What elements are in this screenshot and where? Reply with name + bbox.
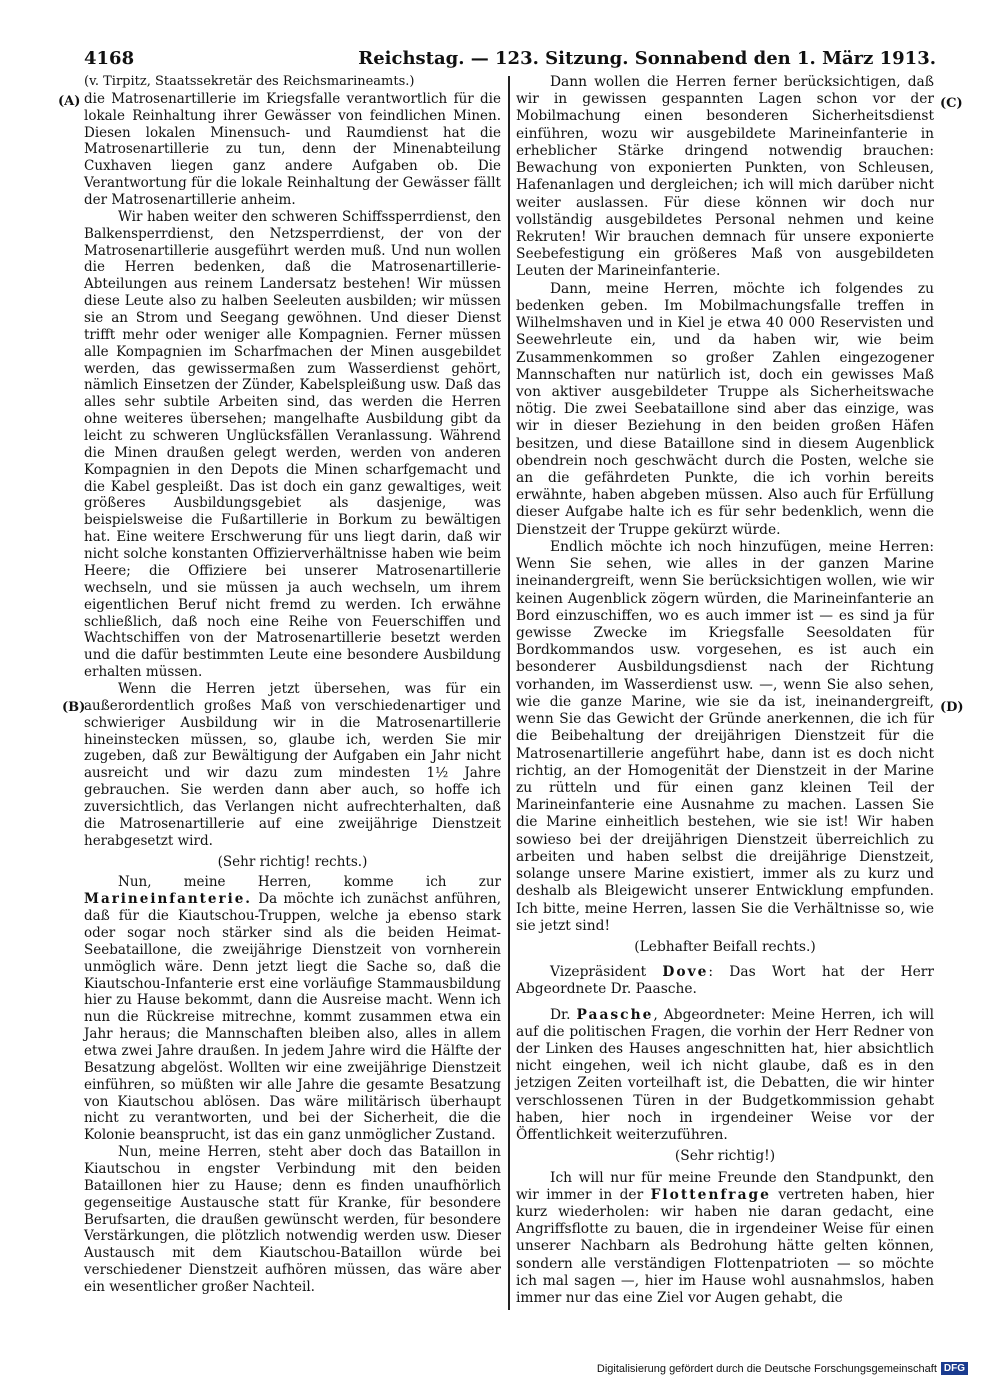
paragraph: Nun, meine Herren, steht aber doch das Bataillon in Kiautschou in engster Verbindung mit den beiden Bataillonen hier zu Hause; denn es finden unaufhörlich gegenseitige Austausche statt für Kranke, für besondere Berufsarten, die draußen gewünscht werden, für besondere Verstärkungen, die plötzlich notwendig werden usw. Dieser Austausch mit dem Kiautschou-Bataillon würde bei verschiedener Dienstzeit aufhören müssen, das wäre aber ein wesentlicher großer Nachteil. — [84, 1144, 501, 1296]
speaker-text: , Abgeordneter: Meine Herren, ich will auf die politischen Fragen, die vorhin der Herr Redner von der Linken des Hauses angeschnitten hat, hier absichtlich nicht eingehen, weil ich nicht glaube, daß es in den jetzigen Zeiten vorteilhaft ist, die Debatten, die wir hinter verschlossenen Türen in der Budgetkommission gehabt haben, hier noch in irgendeiner Weise vor der Öffentlichkeit weiterzuführen. — [516, 1006, 934, 1144]
paragraph — [84, 874, 501, 1144]
dfg-logo: DFG — [941, 1362, 968, 1375]
speaker-header: (v. Tirpitz, Staatssekretär des Reichsmarineamts.) — [84, 74, 415, 89]
paragraph: Dann wollen die Herren ferner berücksichtigen, daß wir in gewissen gespannten Lagen schon vor der Mobilmachung einen besonderen Sicherheitsdienst einführen, wozu wir ausgebildete Marineinfanterie in erheblicher Stärke dringend notwendig brauchen: Bewachung von exponierten Punkten, von Schleusen, Hafenanlagen und dergleichen; ich will mich darüber nicht weiter auslassen. Für diese können wir doch nur vollständig ausgebildetes Personal nehmen und keine Rekruten! Wir brauchen demnach für unsere exponierte Seebefestigung ein größeres Maß von ausgebildeten Leuten der Marineinfanterie. — [516, 74, 934, 280]
column-divider — [508, 76, 510, 1310]
page-number: 4168 — [84, 48, 135, 69]
footer-text: Digitalisierung gefördert durch die Deutsche Forschungsgemeinschaft — [596, 1362, 937, 1375]
margin-marker-b: (B) — [62, 700, 86, 715]
margin-marker-c: (C) — [940, 96, 963, 111]
section-keyword: Marineinfanterie. — [84, 891, 253, 908]
paragraph-text: Da möchte ich zunächst anführen, daß für die Kiautschou-Truppen, welche ja ebenso stark oder sogar noch stärker sind als die beiden Heimat-Seebataillone, die zweijährige Dienstzeit von vornherein unmöglich wäre. Denn jetzt liegt die Sache so, daß die Kiautschou-Infanterie erst eine vorläufige Stammausbildung hier zu Hause bekommt, dann die Ausreise macht. Wenn ich nun die Rückreise mitrechne, kommt zusammen etwa ein Jahr heraus; die Mannschaften bleiben also, alles in allem etwa zwei Jahre draußen. In jedem Jahre wird die Hälfte der Besatzung abgelöst. Wollten wir eine zweijährige Dienstzeit einführen, so müßten wir alle Jahre die gesamte Besatzung von Kiautschou ablösen. Das wäre militärisch überhaupt nicht zu verantworten, und bei der Sicherheit, die die Kolonie beansprucht, ist das ein ganz unmöglicher Zustand. — [84, 891, 501, 1144]
right-column — [516, 74, 934, 1307]
speaker-text: : Das Wort hat der Herr Abgeordnete Dr. Paasche. — [516, 964, 934, 998]
running-title: Reichstag. — 123. Sitzung. Sonnabend den 1. März 1913. — [358, 48, 936, 69]
interjection: (Lebhafter Beifall rechts.) — [634, 938, 816, 955]
interjection: (Sehr richtig! rechts.) — [217, 853, 368, 870]
speaker-role: Dr. — [550, 1006, 577, 1023]
speaker-name: Dove — [662, 964, 709, 981]
interjection: (Sehr richtig!) — [674, 1148, 776, 1165]
paragraph — [516, 1170, 934, 1308]
speaker-name: Paasche — [576, 1006, 654, 1023]
paragraph-text: Ich will nur für meine Freunde den Standpunkt, den wir immer in der — [516, 1169, 934, 1203]
speaker-role: Vizepräsident — [550, 964, 663, 981]
paragraph-text: vertreten haben, hier kurz wiederholen: wir haben nie daran gedacht, eine Angriffsflotte zu bauen, die in irgendeiner Weise für einen unserer Nachbarn als Bedrohung hätte gelten können, sondern alle verständigen Flottenpatrioten — so möchte ich mal sagen —, hier im Hause wohl ausnahmslos, haben immer nur das eine Ziel vor Augen gehabt, die — [516, 1186, 934, 1307]
left-column — [84, 74, 501, 1296]
paragraph: die Matrosenartillerie im Kriegsfalle verantwortlich für die lokale Reinhaltung ihrer Gewässer von feindlichen Minen. Diesen lokalen Minensuch- und Raumdienst hat die Matrosenartillerie zu tun, denn der Minenabteilung Cuxhaven liegen ganz andere Aufgaben ob. Die Verantwortung für die lokale Reinhaltung der Gewässer fällt der Matrosenartillerie anheim. — [84, 90, 501, 209]
paragraph: Wir haben weiter den schweren Schiffssperrdienst, den Balkensperrdienst, den Netzsperrdienst, der von der Matrosenartillerie ausgeführt werden muß. Und nun wollen die Herren bedenken, daß die Matrosenartillerie-Abteilungen aus reinem Landersatz bestehen! Wir müssen diese Leute also zu halben Seeleuten ausbilden; wir müssen sie an Strom und Seegang gewöhnen. Und dieser Dienst trifft mehr oder weniger alle Kompagnien. Ferner müssen alle Kompagnien im Scharfmachen der Minen ausgebildet werden, das gewissermaßen zum Wasserdienst gehört, nämlich Einsetzen der Zünder, Kabelspleißung usw. Daß das alles sehr subtile Arbeiten sind, das werden die Herren ohne weiteres übersehen; mangelhafte Ausbildung gibt da leicht zu schweren Unglücksfällen Veranlassung. Während die Minen draußen gelegt werden, werden von anderen Kompagnien in den Depots die Minen scharfgemacht und die Kabel gespleißt. Das ist doch ein ganz gewaltiges, weit größeres Ausbildungsgebiet als dasjenige, was beispielsweise die Fußartillerie in Borkum zu bewältigen hat. Eine weitere Erschwerung für uns liegt darin, daß wir nicht solche konstanten Offizierverhältnisse haben wie beim Heere; die Offiziere bei unserer Matrosenartillerie wechseln, und sie müssen ja auch wechseln, um ihrem eigentlichen Beruf nicht fremd zu werden. Ich erwähne schließlich, daß noch eine Reihe von Feuerschiffen und Wachtschiffen von der Matrosenartillerie besetzt werden und die dafür bestimmten Leute eine besondere Ausbildung erhalten müssen. — [84, 208, 501, 681]
section-keyword: Flottenfrage — [650, 1186, 771, 1203]
margin-marker-d: (D) — [940, 700, 964, 715]
paragraph: Wenn die Herren jetzt übersehen, was für ein außerordentlich großes Maß von verschiedenartiger und schwieriger Ausbildung wir in die Matrosenartillerie hineinstecken müssen, so, glaube ich, werden Sie mir zugeben, daß zur Bewältigung der Aufgaben ein Jahr nicht ausreicht und wir dazu zum mindesten 1½ Jahre gebrauchen. Sie werden dann aber auch, so hoffe ich zuversichtlich, das Verlangen nicht aufrechterhalten, daß die Matrosenartillerie auf eine zweijährige Dienstzeit herabgesetzt wird. — [84, 680, 501, 849]
speaker-line — [516, 964, 934, 998]
margin-marker-a: (A) — [58, 94, 81, 109]
paragraph: Dann, meine Herren, möchte ich folgendes zu bedenken geben. Im Mobilmachungsfalle treffen in Wilhelmshaven und in Kiel je etwa 40 000 Reservisten und Seewehrleute ein, und da haben wir, wie beim Zusammenkommen so großer Zahlen eingezogener Mannschaften nur natürlich ist, doch ein gewisses Maß von aktiver ausgebildeter Truppe als Sicherheitswache nötig. Die zwei Seebataillone sind aber das einzige, was wir in dieser Beziehung in den beiden großen Häfen besitzen, und diese Bataillone sind in diesem Augenblick obendrein noch geschwächt durch die Posten, welche sie an die gefährdeten Punkte, die ich vorhin bereits erwähnte, haben abgeben müssen. Also auch für Erfüllung dieser Aufgabe halte ich es für sehr bedenklich, wenn die Dienstzeit der Truppe gekürzt würde. — [516, 280, 934, 538]
paragraph-text: Nun, meine Herren, komme ich zur — [118, 874, 501, 891]
footer — [597, 1362, 968, 1375]
paragraph: Endlich möchte ich noch hinzufügen, meine Herren: Wenn Sie sehen, wie alles in der ganzen Marine ineinandergreift, wenn Sie berücksichtigen wollen, wie wir keinen Augenblick zögern würden, die Marineinfanterie an Bord einzuschiffen, wo es auch immer ist — es sind ja für gewisse Zwecke im Kriegsfalle Seesoldaten für Bordkommandos usw. vorgesehen, es ist auch ein besonderer Ausbildungsdienst nach der Richtung vorhanden, im Wasserdienst usw. —, wenn Sie also sehen, wie die ganze Marine, wie sie da ist, ineinandergreift, wenn Sie das Gewicht der Gründe anerkennen, die ich für die Beibehaltung der dreijährigen Dienstzeit für die Matrosenartillerie angeführt habe, dann ist es doch nicht richtig, an der Homogenität der Dienstzeit in der Marine zu rütteln und für einen ganz kleinen Teil der Marineinfanterie eine Ausnahme zu machen. Lassen Sie die Marine einheitlich bestehen, wie sie ist! Wir haben sowieso bei der dreijährigen Dienstzeit überreichlich zu arbeiten und haben selbst die dreijährige Dienstzeit, solange unsere Marine existiert, immer als zu kurz und deshalb als Bleigewicht unserer Entwicklung empfunden. Ich bitte, meine Herren, lassen Sie die Verhältnisse so, wie sie jetzt sind! — [516, 538, 934, 934]
page-header — [84, 44, 936, 74]
speaker-line — [516, 1007, 934, 1145]
